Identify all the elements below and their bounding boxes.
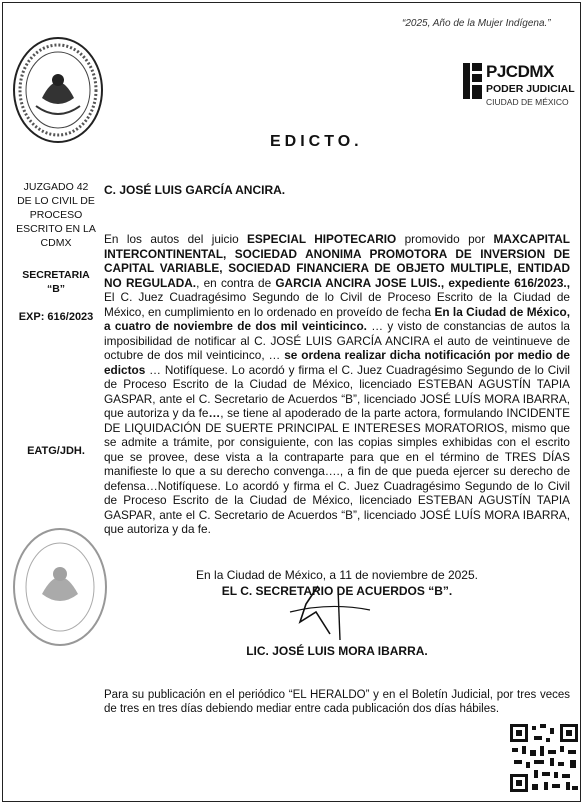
court-line: ESCRITO EN LA: [16, 223, 96, 235]
logo-brand: PJCDMX: [486, 62, 554, 81]
body-bold: se ordena realizar dicha notificación por medio de edictos: [104, 348, 570, 377]
secretaria-line: SECRETARIA: [22, 269, 90, 281]
year-motto: “2025, Año de la Mujer Indígena.”: [402, 18, 551, 29]
secretaria-line: “B”: [46, 283, 66, 295]
court-line: PROCESO: [29, 209, 83, 221]
court-seal-icon: [12, 36, 104, 144]
body-text: promovido por: [396, 232, 494, 246]
body-bold: GARCIA ANCIRA JOSE LUIS., expediente 616/2023.,: [275, 275, 570, 290]
place-and-date: En la Ciudad de México, a 11 de noviembre de 2025.: [196, 568, 478, 582]
publication-note: Para su publicación en el periódico “EL HERALDO” y en el Boletín Judicial, por tres veces de tres en tres días debiendo mediar entre cada publicación dos días hábiles.: [104, 689, 570, 715]
court-line: JUZGADO 42: [23, 181, 89, 193]
body-text: El C. Juez Cuadragésimo Segundo de lo Civil de Proceso Escrito de la Ciudad de México, en cumplimiento en lo ordenado en proveído de fecha: [104, 290, 570, 319]
court-name: [6, 180, 106, 250]
body-text: , se tiene al apoderado de la parte actora, formulando INCIDENTE DE LIQUIDACIÓN DE SUERTE PRINCIPAL E INTERESES MORATORIOS, mismo que se admite a trámite, por consiguiente, con las copias simples exhibidas con el escrito que se provee, dese vista a la contraparte para que en el término de TRES DÍAS manifieste lo que a su derecho convenga…., a fin de que pueda ejercer su derecho de defensa…Notifíquese. Lo acordó y firma el C. Juez Cuadragésimo Segundo de lo Civil de Proceso Escrito de la Ciudad de México, licenciado ESTEBAN AGUSTÍN TAPIA GASPAR, ante el C. Secretario de Acuerdos “B”, licenciado JOSÉ LUÍS MORA IBARRA, que autoriza y da fe.: [104, 406, 571, 536]
body-bold: …: [208, 406, 221, 420]
logo-line2: CIUDAD DE MÉXICO: [486, 97, 569, 107]
secretary-name: LIC. JOSÉ LUIS MORA IBARRA.: [246, 644, 428, 658]
body-bold: En la Ciudad de México, a cuatro de noviembre de dos mil veinticinco.: [104, 304, 570, 333]
secretary-title: EL C. SECRETARIO DE ACUERDOS “B”.: [221, 584, 453, 598]
body-text: En los autos del juicio: [104, 232, 248, 246]
court-line: CDMX: [40, 237, 72, 249]
body-bold: MAXCAPITAL INTERCONTINENTAL, SOCIEDAD ANONIMA PROMOTORA DE INVERSION DE CAPITAL VARIABLE, SOCIEDAD FINANCIERA DE OBJETO MULTIPLE, ENTIDAD NO REGULADA.: [104, 232, 570, 290]
typist-initials: EATG/JDH.: [27, 445, 85, 457]
court-line: DE LO CIVIL DE: [17, 195, 95, 207]
pjcdmx-mark-icon: [462, 62, 484, 100]
signature-icon: [190, 582, 430, 642]
document-title: EDICTO.: [270, 133, 363, 150]
logo-line1: PODER JUDICIAL: [486, 83, 575, 95]
addressee: C. JOSÉ LUIS GARCÍA ANCIRA.: [104, 183, 286, 197]
body-bold: ESPECIAL HIPOTECARIO: [247, 232, 397, 246]
body-text: , en contra de: [196, 275, 276, 290]
expediente-number: EXP: 616/2023: [18, 311, 94, 323]
secretaria-label: [6, 268, 106, 296]
edict-body: [104, 232, 570, 537]
qr-code-icon: [508, 722, 580, 794]
court-seal-stamp-icon: [10, 522, 110, 652]
body-text: … Notifíquese. Lo acordó y firma el C. Juez Cuadragésimo Segundo de lo Civil de Proceso Escrito de la Ciudad de México, licenciado ESTEBAN AGUSTÍN TAPIA GASPAR, ante el C. Secretario de Acuerdos “B”, licenciado JOSÉ LUÍS MORA IBARRA, que autoriza y da fe: [104, 362, 570, 420]
body-text: … y visto de constancias de autos la imposibilidad de notificar al C. JOSÉ LUIS GARCÍA ANCIRA el auto de veintinueve de octubre de dos mil veinticinco, …: [104, 319, 570, 362]
pjcdmx-logo: [462, 60, 582, 130]
